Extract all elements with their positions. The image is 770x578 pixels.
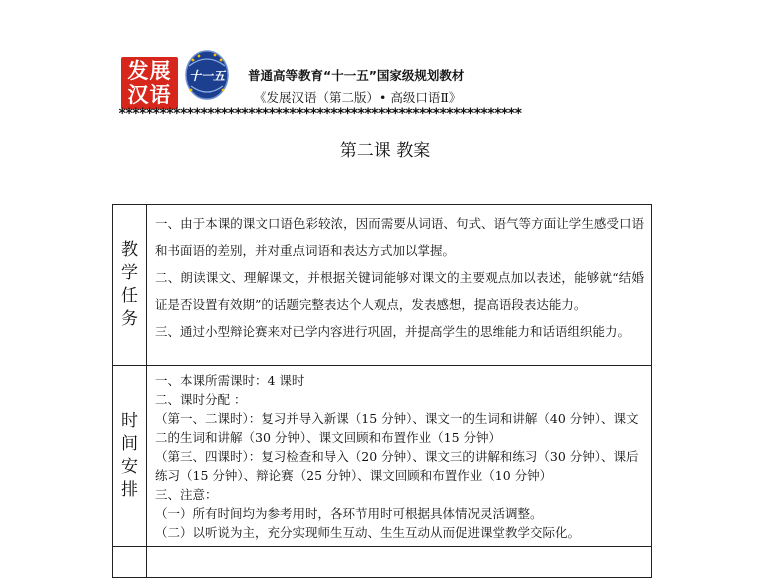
schedule-line: 三、注意： xyxy=(155,487,218,502)
star-divider: *********************************************************** xyxy=(118,107,521,121)
teaching-tasks-content xyxy=(147,205,652,366)
label-char: 间 xyxy=(121,434,138,454)
task-paragraph: 二、朗读课文、理解课文，并根据关键词能够对课文的主要观点加以表述，能够就“结婚证是否设置有效期”的话题完整表达个人观点，发表感想，提高语段表达能力。 xyxy=(155,270,644,312)
section-label-time-schedule xyxy=(113,366,147,547)
label-char: 学 xyxy=(121,263,138,283)
schedule-line: （二）以听说为主，充分实现师生互动、生生互动从而促进课堂教学交际化。 xyxy=(155,525,581,540)
lesson-title: 第二课 教案 xyxy=(339,141,431,161)
table-row-teaching-tasks xyxy=(113,205,652,366)
logo xyxy=(121,57,178,109)
emblem-text: 十一五 xyxy=(188,69,226,83)
section-label-teaching-tasks xyxy=(113,205,147,366)
book-title: 《发展汉语（第二版）• 高级口语Ⅱ》 xyxy=(254,90,462,105)
schedule-line: （第三、四课时）：复习检查和导入（20 分钟）、课文三的讲解和练习（30 分钟）、课后练习（15 分钟）、辩论赛（25 分钟）、课文回顾和布置作业（10 分钟） xyxy=(155,449,639,483)
label-char: 安 xyxy=(121,457,138,477)
series-title: 普通高等教育“十一五”国家级规划教材 xyxy=(248,68,465,83)
table-row-time-schedule xyxy=(113,366,652,547)
task-paragraph: 三、通过小型辩论赛来对已学内容进行巩固，并提高学生的思维能力和话语组织能力。 xyxy=(155,324,631,339)
globe-emblem-icon xyxy=(183,46,231,102)
label-char: 务 xyxy=(121,309,138,329)
time-schedule-content xyxy=(147,366,652,547)
table-row-next xyxy=(113,547,652,578)
label-char: 任 xyxy=(121,286,138,306)
next-section-content xyxy=(147,547,652,578)
label-char: 排 xyxy=(121,480,138,500)
schedule-line: （一）所有时间均为参考用时，各环节用时可根据具体情况灵活调整。 xyxy=(155,506,543,521)
label-char: 时 xyxy=(121,411,138,431)
schedule-line: （第一、二课时）：复习并导入新课（15 分钟）、课文一的生词和讲解（40 分钟）、课文二的生词和讲解（30 分钟）、课文回顾和布置作业（15 分钟） xyxy=(155,411,639,445)
lesson-plan-table xyxy=(112,204,652,578)
schedule-line: 二、课时分配 ： xyxy=(155,392,247,407)
label-char: 教 xyxy=(121,240,138,260)
logo-line-1: 发展 xyxy=(127,59,172,83)
logo-line-2: 汉语 xyxy=(127,83,172,107)
task-paragraph: 一、由于本课的课文口语色彩较浓，因而需要从词语、句式、语气等方面让学生感受口语和书面语的差别，并对重点词语和表达方式加以掌握。 xyxy=(155,216,644,258)
section-label-next xyxy=(113,547,147,578)
schedule-line: 一、本课所需课时：4 课时 xyxy=(155,373,305,388)
